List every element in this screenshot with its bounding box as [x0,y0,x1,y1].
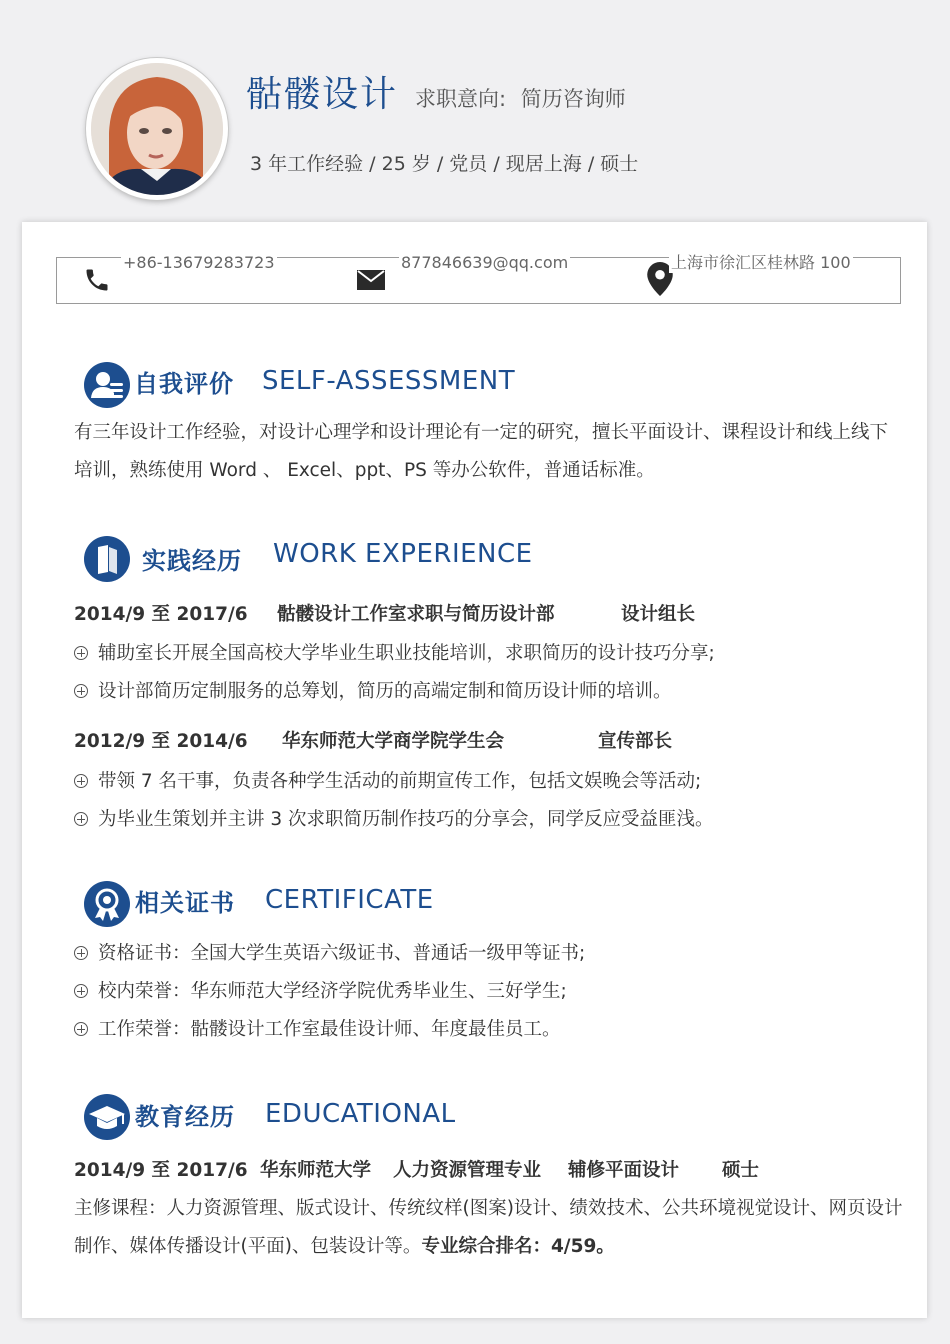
section-work-experience [22,532,927,582]
job-role: 设计组长 [621,604,696,625]
education-degree: 硕士 [722,1160,760,1181]
education-major: 人力资源管理专业 [393,1160,542,1181]
section-title-en: EDUCATIONAL [265,1099,456,1129]
candidate-meta: 3 年工作经验 / 25 岁 / 党员 / 现居上海 / 硕士 [250,153,639,175]
graduation-cap-icon [84,1094,130,1140]
section-title-en: SELF-ASSESSMENT [262,366,516,396]
resume-body [22,222,927,1318]
circle-plus-icon [74,1022,88,1036]
self-assessment-text: 有三年设计工作经验，对设计心理学和设计理论有一定的研究，擅长平面设计、课程设计和线上线下培训，熟练使用 Word 、 Excel、ppt、PS 等办公软件，普通话标准。 [74,422,889,481]
user-profile-icon [84,362,130,408]
section-title-cn: 实践经历 [142,547,242,575]
circle-plus-icon [74,684,88,698]
list-item: 校内荣誉：华东师范大学经济学院优秀毕业生、三好学生; [74,977,567,1003]
list-item: 资格证书：全国大学生英语六级证书、普通话一级甲等证书; [74,939,585,965]
contact-bar [56,253,901,304]
list-item: 为毕业生策划并主讲 3 次求职简历制作技巧的分享会，同学反应受益匪浅。 [74,805,714,831]
section-education [22,1092,927,1142]
section-title-en: WORK EXPERIENCE [273,539,533,569]
candidate-name: 骷髅设计 [246,74,399,115]
job-org: 华东师范大学商学院学生会 [282,731,505,752]
job-intent [415,83,626,113]
list-item: 设计部简历定制服务的总筹划，简历的高端定制和简历设计师的培训。 [74,677,672,703]
education-minor: 辅修平面设计 [568,1160,680,1181]
section-self-assessment [22,358,927,408]
job-period: 2012/9 至 2014/6 [74,731,248,752]
education-school: 华东师范大学 [260,1160,372,1181]
circle-plus-icon [74,984,88,998]
job-role: 宣传部长 [598,731,673,752]
circle-plus-icon [74,646,88,660]
avatar [86,58,228,200]
email-address: 877846639@qq.com [401,253,569,272]
list-item: 带领 7 名干事，负责各种学生活动的前期宣传工作，包括文娱晚会等活动; [74,767,701,793]
education-period: 2014/9 至 2017/6 [74,1160,248,1181]
address: 上海市徐汇区桂林路 100 [669,250,853,273]
job-intent-label: 求职意向: [415,87,507,111]
resume-header [0,0,950,222]
book-icon [84,536,130,582]
job-intent-value: 简历咨询师 [520,87,626,111]
award-icon [84,881,130,927]
section-title-en: CERTIFICATE [265,885,434,915]
list-item: 辅助室长开展全国高校大学毕业生职业技能培训，求职简历的设计技巧分享; [74,639,715,665]
circle-plus-icon [74,774,88,788]
education-rank: 专业综合排名：4/59。 [421,1236,615,1257]
circle-plus-icon [74,812,88,826]
education-courses: 主修课程：人力资源管理、版式设计、传统纹样(图案)设计、绩效技术、公共环境视觉设计、网页设计制作、媒体传播设计(平面)、包装设计等。专业综合排名：4/59。 [74,1198,903,1257]
section-title-cn: 相关证书 [135,889,235,917]
list-item: 工作荣誉：骷髅设计工作室最佳设计师、年度最佳员工。 [74,1015,561,1041]
section-certificate [22,878,927,928]
job-period: 2014/9 至 2017/6 [74,604,248,625]
phone-icon [83,266,111,298]
mail-icon [357,270,385,294]
section-title-cn: 自我评价 [134,370,234,398]
circle-plus-icon [74,946,88,960]
job-org: 骷髅设计工作室求职与简历设计部 [277,604,555,625]
phone-number: +86-13679283723 [123,253,275,272]
section-title-cn: 教育经历 [135,1103,235,1131]
